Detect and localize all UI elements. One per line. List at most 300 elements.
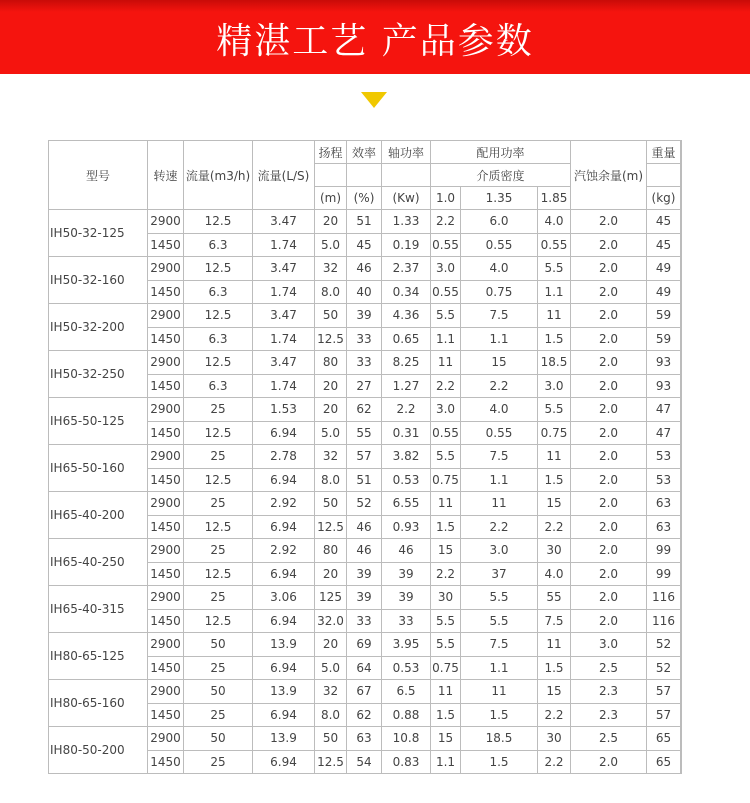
npsh-cell: 2.0 — [571, 586, 647, 610]
header-shaft-power-unit: (Kw) — [382, 187, 431, 210]
speed-cell: 2900 — [148, 586, 184, 610]
flow-m3h-cell: 12.5 — [184, 515, 253, 539]
power-density-2-cell: 2.2 — [461, 515, 538, 539]
table-edge — [681, 398, 682, 422]
table-edge — [681, 633, 682, 657]
head-cell: 50 — [315, 304, 347, 328]
npsh-cell: 2.0 — [571, 492, 647, 516]
power-density-1-cell: 30 — [431, 586, 461, 610]
power-density-3-cell: 1.5 — [538, 656, 571, 680]
flow-ls-cell: 6.94 — [253, 562, 315, 586]
table-edge — [681, 257, 682, 281]
header-efficiency-spacer — [347, 164, 382, 187]
banner-title: 精湛工艺 产品参数 — [216, 21, 534, 62]
table-row — [49, 492, 682, 516]
model-cell: IH50-32-160 — [49, 257, 148, 304]
power-density-3-cell: 5.5 — [538, 257, 571, 281]
shaft-power-cell: 6.5 — [382, 680, 431, 704]
flow-m3h-cell: 50 — [184, 680, 253, 704]
weight-cell: 99 — [647, 562, 681, 586]
power-density-3-cell: 30 — [538, 539, 571, 563]
header-shaft-power: 轴功率 — [382, 141, 431, 164]
header-speed: 转速 — [148, 141, 184, 210]
flow-ls-cell: 1.74 — [253, 374, 315, 398]
npsh-cell: 2.0 — [571, 374, 647, 398]
shaft-power-cell: 0.53 — [382, 468, 431, 492]
weight-cell: 52 — [647, 656, 681, 680]
power-density-2-cell: 1.5 — [461, 703, 538, 727]
table-edge — [681, 609, 682, 633]
efficiency-cell: 33 — [347, 351, 382, 375]
header-efficiency-unit: (%) — [347, 187, 382, 210]
table-edge — [681, 562, 682, 586]
efficiency-cell: 39 — [347, 304, 382, 328]
speed-cell: 1450 — [148, 750, 184, 774]
table-edge — [681, 468, 682, 492]
weight-cell: 65 — [647, 727, 681, 751]
power-density-1-cell: 11 — [431, 351, 461, 375]
efficiency-cell: 40 — [347, 280, 382, 304]
model-cell: IH50-32-250 — [49, 351, 148, 398]
efficiency-cell: 46 — [347, 539, 382, 563]
flow-m3h-cell: 12.5 — [184, 210, 253, 234]
weight-cell: 63 — [647, 492, 681, 516]
weight-cell: 45 — [647, 233, 681, 257]
npsh-cell: 2.0 — [571, 445, 647, 469]
weight-cell: 99 — [647, 539, 681, 563]
weight-cell: 93 — [647, 374, 681, 398]
power-density-3-cell: 55 — [538, 586, 571, 610]
weight-cell: 47 — [647, 398, 681, 422]
shaft-power-cell: 2.2 — [382, 398, 431, 422]
power-density-1-cell: 2.2 — [431, 374, 461, 398]
shaft-power-cell: 8.25 — [382, 351, 431, 375]
shaft-power-cell: 1.33 — [382, 210, 431, 234]
speed-cell: 2900 — [148, 680, 184, 704]
flow-ls-cell: 1.74 — [253, 327, 315, 351]
npsh-cell: 2.0 — [571, 304, 647, 328]
power-density-2-cell: 18.5 — [461, 727, 538, 751]
table-edge — [681, 539, 682, 563]
flow-ls-cell: 6.94 — [253, 656, 315, 680]
weight-cell: 116 — [647, 609, 681, 633]
header-model: 型号 — [49, 141, 148, 210]
speed-cell: 2900 — [148, 492, 184, 516]
power-density-2-cell: 1.1 — [461, 656, 538, 680]
flow-m3h-cell: 12.5 — [184, 468, 253, 492]
power-density-2-cell: 7.5 — [461, 304, 538, 328]
head-cell: 8.0 — [315, 468, 347, 492]
power-density-2-cell: 5.5 — [461, 586, 538, 610]
efficiency-cell: 33 — [347, 327, 382, 351]
table-edge — [681, 656, 682, 680]
head-cell: 20 — [315, 398, 347, 422]
power-density-3-cell: 11 — [538, 445, 571, 469]
header-head: 扬程 — [315, 141, 347, 164]
shaft-power-cell: 33 — [382, 609, 431, 633]
speed-cell: 1450 — [148, 656, 184, 680]
shaft-power-cell: 0.88 — [382, 703, 431, 727]
header-banner — [0, 0, 750, 74]
power-density-1-cell: 3.0 — [431, 398, 461, 422]
speed-cell: 1450 — [148, 468, 184, 492]
header-medium-density: 介质密度 — [431, 164, 571, 187]
power-density-2-cell: 0.55 — [461, 233, 538, 257]
power-density-1-cell: 5.5 — [431, 633, 461, 657]
head-cell: 12.5 — [315, 515, 347, 539]
shaft-power-cell: 0.83 — [382, 750, 431, 774]
efficiency-cell: 39 — [347, 562, 382, 586]
model-cell: IH65-40-315 — [49, 586, 148, 633]
efficiency-cell: 57 — [347, 445, 382, 469]
table-edge — [681, 492, 682, 516]
efficiency-cell: 54 — [347, 750, 382, 774]
model-cell: IH50-32-200 — [49, 304, 148, 351]
npsh-cell: 2.0 — [571, 257, 647, 281]
power-density-3-cell: 1.5 — [538, 468, 571, 492]
header-row — [49, 141, 682, 164]
header-weight: 重量 — [647, 141, 681, 164]
shaft-power-cell: 0.34 — [382, 280, 431, 304]
power-density-3-cell: 5.5 — [538, 398, 571, 422]
head-cell: 50 — [315, 727, 347, 751]
flow-ls-cell: 3.06 — [253, 586, 315, 610]
head-cell: 32.0 — [315, 609, 347, 633]
power-density-3-cell: 2.2 — [538, 750, 571, 774]
power-density-1-cell: 2.2 — [431, 210, 461, 234]
efficiency-cell: 62 — [347, 398, 382, 422]
speed-cell: 2900 — [148, 351, 184, 375]
table-edge — [681, 515, 682, 539]
power-density-2-cell: 7.5 — [461, 445, 538, 469]
head-cell: 32 — [315, 257, 347, 281]
efficiency-cell: 62 — [347, 703, 382, 727]
flow-ls-cell: 3.47 — [253, 304, 315, 328]
shaft-power-cell: 0.93 — [382, 515, 431, 539]
power-density-3-cell: 1.1 — [538, 280, 571, 304]
efficiency-cell: 51 — [347, 210, 382, 234]
npsh-cell: 2.0 — [571, 210, 647, 234]
flow-m3h-cell: 12.5 — [184, 562, 253, 586]
model-cell: IH80-65-160 — [49, 680, 148, 727]
weight-cell: 59 — [647, 304, 681, 328]
table-edge — [681, 280, 682, 304]
efficiency-cell: 46 — [347, 257, 382, 281]
speed-cell: 2900 — [148, 398, 184, 422]
efficiency-cell: 45 — [347, 233, 382, 257]
power-density-3-cell: 4.0 — [538, 562, 571, 586]
power-density-3-cell: 3.0 — [538, 374, 571, 398]
power-density-1-cell: 3.0 — [431, 257, 461, 281]
npsh-cell: 2.0 — [571, 562, 647, 586]
power-density-2-cell: 7.5 — [461, 633, 538, 657]
head-cell: 20 — [315, 633, 347, 657]
power-density-2-cell: 5.5 — [461, 609, 538, 633]
table-edge — [681, 351, 682, 375]
npsh-cell: 2.0 — [571, 750, 647, 774]
efficiency-cell: 63 — [347, 727, 382, 751]
flow-m3h-cell: 12.5 — [184, 257, 253, 281]
speed-cell: 1450 — [148, 515, 184, 539]
head-cell: 20 — [315, 374, 347, 398]
product-parameter-table — [48, 140, 682, 774]
power-density-3-cell: 15 — [538, 492, 571, 516]
shaft-power-cell: 0.53 — [382, 656, 431, 680]
weight-cell: 116 — [647, 586, 681, 610]
weight-cell: 65 — [647, 750, 681, 774]
flow-m3h-cell: 12.5 — [184, 351, 253, 375]
head-cell: 80 — [315, 351, 347, 375]
model-cell: IH50-32-125 — [49, 210, 148, 257]
flow-m3h-cell: 25 — [184, 586, 253, 610]
speed-cell: 1450 — [148, 327, 184, 351]
power-density-1-cell: 0.75 — [431, 656, 461, 680]
power-density-1-cell: 11 — [431, 680, 461, 704]
power-density-1-cell: 5.5 — [431, 445, 461, 469]
power-density-3-cell: 0.75 — [538, 421, 571, 445]
flow-ls-cell: 2.92 — [253, 539, 315, 563]
speed-cell: 1450 — [148, 562, 184, 586]
flow-ls-cell: 13.9 — [253, 727, 315, 751]
table-edge — [681, 750, 682, 774]
flow-m3h-cell: 6.3 — [184, 327, 253, 351]
head-cell: 5.0 — [315, 233, 347, 257]
head-cell: 50 — [315, 492, 347, 516]
table-edge — [681, 727, 682, 751]
power-density-2-cell: 0.75 — [461, 280, 538, 304]
power-density-2-cell: 15 — [461, 351, 538, 375]
table-edge — [681, 445, 682, 469]
power-density-2-cell: 4.0 — [461, 257, 538, 281]
power-density-3-cell: 0.55 — [538, 233, 571, 257]
flow-m3h-cell: 12.5 — [184, 304, 253, 328]
shaft-power-cell: 6.55 — [382, 492, 431, 516]
power-density-2-cell: 0.55 — [461, 421, 538, 445]
header-density-3: 1.85 — [538, 187, 571, 210]
power-density-3-cell: 2.2 — [538, 515, 571, 539]
weight-cell: 57 — [647, 703, 681, 727]
npsh-cell: 2.3 — [571, 680, 647, 704]
table-edge — [681, 327, 682, 351]
power-density-2-cell: 11 — [461, 680, 538, 704]
header-head-spacer — [315, 164, 347, 187]
efficiency-cell: 51 — [347, 468, 382, 492]
efficiency-cell: 55 — [347, 421, 382, 445]
flow-m3h-cell: 25 — [184, 398, 253, 422]
table-row — [49, 680, 682, 704]
power-density-2-cell: 3.0 — [461, 539, 538, 563]
speed-cell: 1450 — [148, 703, 184, 727]
efficiency-cell: 46 — [347, 515, 382, 539]
shaft-power-cell: 0.31 — [382, 421, 431, 445]
power-density-1-cell: 11 — [431, 492, 461, 516]
power-density-1-cell: 1.1 — [431, 750, 461, 774]
power-density-2-cell: 1.1 — [461, 327, 538, 351]
head-cell: 8.0 — [315, 703, 347, 727]
power-density-2-cell: 2.2 — [461, 374, 538, 398]
efficiency-cell: 39 — [347, 586, 382, 610]
power-density-2-cell: 1.1 — [461, 468, 538, 492]
model-cell: IH80-50-200 — [49, 727, 148, 774]
speed-cell: 2900 — [148, 304, 184, 328]
table-row — [49, 539, 682, 563]
table-row — [49, 586, 682, 610]
table-edge — [681, 586, 682, 610]
npsh-cell: 2.5 — [571, 656, 647, 680]
header-flow-ls: 流量(L/S) — [253, 141, 315, 210]
flow-ls-cell: 6.94 — [253, 421, 315, 445]
model-cell: IH65-50-125 — [49, 398, 148, 445]
table-row — [49, 304, 682, 328]
header-head-unit: (m) — [315, 187, 347, 210]
speed-cell: 1450 — [148, 421, 184, 445]
speed-cell: 1450 — [148, 374, 184, 398]
power-density-3-cell: 30 — [538, 727, 571, 751]
head-cell: 32 — [315, 445, 347, 469]
npsh-cell: 2.0 — [571, 515, 647, 539]
flow-ls-cell: 3.47 — [253, 351, 315, 375]
power-density-2-cell: 11 — [461, 492, 538, 516]
power-density-1-cell: 1.5 — [431, 515, 461, 539]
power-density-2-cell: 1.5 — [461, 750, 538, 774]
flow-m3h-cell: 50 — [184, 633, 253, 657]
flow-m3h-cell: 6.3 — [184, 233, 253, 257]
speed-cell: 2900 — [148, 727, 184, 751]
power-density-2-cell: 4.0 — [461, 398, 538, 422]
power-density-3-cell: 4.0 — [538, 210, 571, 234]
npsh-cell: 2.0 — [571, 233, 647, 257]
table-edge — [681, 703, 682, 727]
header-density-1: 1.0 — [431, 187, 461, 210]
table-edge — [681, 374, 682, 398]
head-cell: 8.0 — [315, 280, 347, 304]
npsh-cell: 2.0 — [571, 280, 647, 304]
model-cell: IH65-40-200 — [49, 492, 148, 539]
flow-ls-cell: 13.9 — [253, 633, 315, 657]
npsh-cell: 2.5 — [571, 727, 647, 751]
npsh-cell: 2.0 — [571, 327, 647, 351]
header-weight-unit: (kg) — [647, 187, 681, 210]
speed-cell: 1450 — [148, 609, 184, 633]
table-edge — [681, 210, 682, 234]
power-density-1-cell: 0.55 — [431, 233, 461, 257]
flow-m3h-cell: 25 — [184, 750, 253, 774]
table-edge — [681, 164, 682, 187]
shaft-power-cell: 4.36 — [382, 304, 431, 328]
flow-ls-cell: 6.94 — [253, 515, 315, 539]
speed-cell: 2900 — [148, 257, 184, 281]
head-cell: 5.0 — [315, 656, 347, 680]
table-row — [49, 257, 682, 281]
npsh-cell: 2.0 — [571, 421, 647, 445]
power-density-3-cell: 15 — [538, 680, 571, 704]
banner-shade — [0, 0, 750, 12]
weight-cell: 57 — [647, 680, 681, 704]
shaft-power-cell: 3.82 — [382, 445, 431, 469]
power-density-2-cell: 6.0 — [461, 210, 538, 234]
head-cell: 5.0 — [315, 421, 347, 445]
speed-cell: 1450 — [148, 233, 184, 257]
flow-ls-cell: 6.94 — [253, 703, 315, 727]
flow-m3h-cell: 25 — [184, 492, 253, 516]
flow-ls-cell: 13.9 — [253, 680, 315, 704]
shaft-power-cell: 0.19 — [382, 233, 431, 257]
header-weight-spacer — [647, 164, 681, 187]
head-cell: 32 — [315, 680, 347, 704]
table-row — [49, 727, 682, 751]
down-arrow-icon — [361, 92, 387, 108]
power-density-1-cell: 15 — [431, 539, 461, 563]
npsh-cell: 3.0 — [571, 633, 647, 657]
power-density-3-cell: 11 — [538, 304, 571, 328]
table-edge — [681, 421, 682, 445]
flow-m3h-cell: 12.5 — [184, 421, 253, 445]
power-density-3-cell: 18.5 — [538, 351, 571, 375]
flow-m3h-cell: 25 — [184, 539, 253, 563]
flow-ls-cell: 1.74 — [253, 233, 315, 257]
power-density-3-cell: 2.2 — [538, 703, 571, 727]
header-efficiency: 效率 — [347, 141, 382, 164]
power-density-1-cell: 0.55 — [431, 280, 461, 304]
power-density-2-cell: 37 — [461, 562, 538, 586]
flow-ls-cell: 6.94 — [253, 609, 315, 633]
head-cell: 20 — [315, 210, 347, 234]
power-density-3-cell: 1.5 — [538, 327, 571, 351]
efficiency-cell: 69 — [347, 633, 382, 657]
weight-cell: 52 — [647, 633, 681, 657]
weight-cell: 45 — [647, 210, 681, 234]
flow-m3h-cell: 6.3 — [184, 280, 253, 304]
header-flow-m3h: 流量(m3/h) — [184, 141, 253, 210]
head-cell: 80 — [315, 539, 347, 563]
table-edge — [681, 233, 682, 257]
table-row — [49, 445, 682, 469]
npsh-cell: 2.0 — [571, 609, 647, 633]
speed-cell: 2900 — [148, 633, 184, 657]
power-density-1-cell: 0.75 — [431, 468, 461, 492]
header-density-2: 1.35 — [461, 187, 538, 210]
head-cell: 125 — [315, 586, 347, 610]
shaft-power-cell: 2.37 — [382, 257, 431, 281]
weight-cell: 63 — [647, 515, 681, 539]
table-edge — [681, 680, 682, 704]
flow-ls-cell: 6.94 — [253, 468, 315, 492]
table-row — [49, 351, 682, 375]
power-density-1-cell: 1.1 — [431, 327, 461, 351]
efficiency-cell: 27 — [347, 374, 382, 398]
head-cell: 20 — [315, 562, 347, 586]
power-density-1-cell: 1.5 — [431, 703, 461, 727]
flow-ls-cell: 1.53 — [253, 398, 315, 422]
model-cell: IH65-50-160 — [49, 445, 148, 492]
power-density-1-cell: 2.2 — [431, 562, 461, 586]
npsh-cell: 2.0 — [571, 351, 647, 375]
model-cell: IH80-65-125 — [49, 633, 148, 680]
flow-ls-cell: 2.92 — [253, 492, 315, 516]
npsh-cell: 2.3 — [571, 703, 647, 727]
shaft-power-cell: 39 — [382, 562, 431, 586]
power-density-1-cell: 5.5 — [431, 609, 461, 633]
flow-ls-cell: 1.74 — [253, 280, 315, 304]
weight-cell: 49 — [647, 280, 681, 304]
weight-cell: 49 — [647, 257, 681, 281]
efficiency-cell: 33 — [347, 609, 382, 633]
weight-cell: 93 — [647, 351, 681, 375]
flow-m3h-cell: 12.5 — [184, 609, 253, 633]
table-row — [49, 633, 682, 657]
flow-ls-cell: 3.47 — [253, 210, 315, 234]
weight-cell: 53 — [647, 445, 681, 469]
